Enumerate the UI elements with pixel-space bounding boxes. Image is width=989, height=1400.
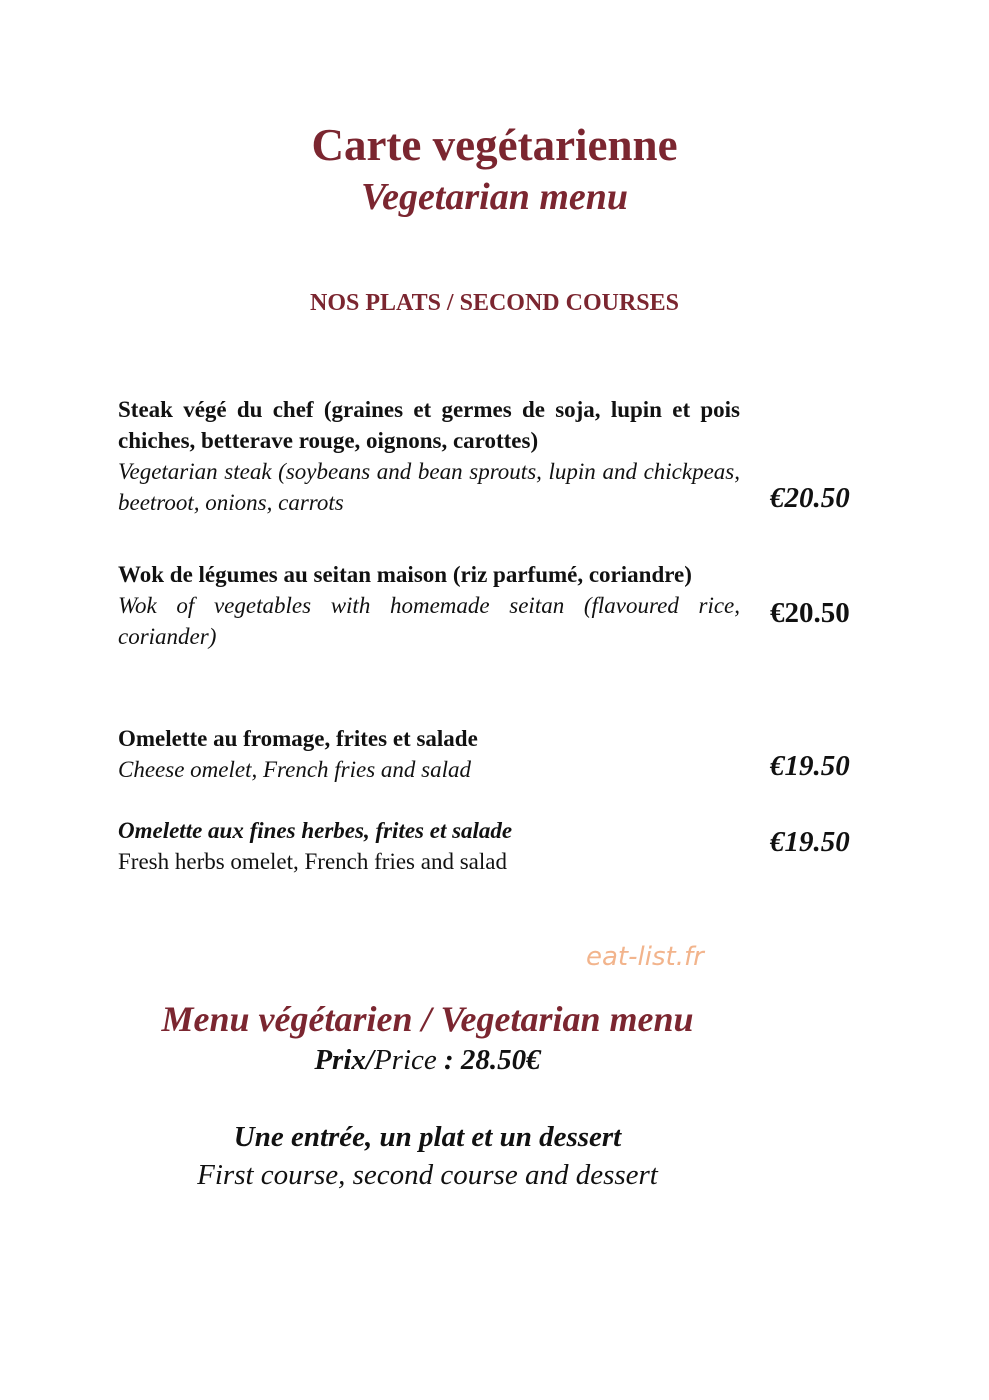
section-heading: NOS PLATS / SECOND COURSES	[310, 290, 679, 316]
price-label-en: Price	[373, 1044, 437, 1076]
dish-name-en: Vegetarian steak (soybeans and bean sprouts, lupin and chickpeas, beetroot, onions, carrots	[118, 459, 740, 515]
dish-name-fr: Omelette aux fines herbes, frites et salade	[118, 818, 513, 843]
set-menu-description-fr: Une entrée, un plat et un dessert	[233, 1121, 622, 1153]
dish-price: €19.50	[770, 826, 850, 858]
price-label-fr: Prix/	[314, 1044, 374, 1076]
set-menu-price	[0, 1042, 855, 1078]
set-menu-description-en: First course, second course and dessert	[197, 1159, 658, 1191]
watermark: eat-list.fr	[586, 942, 704, 972]
dish-price: €19.50	[770, 750, 850, 782]
dish-item	[118, 723, 740, 785]
page-subtitle: Vegetarian menu	[360, 176, 629, 218]
dish-price: €20.50	[770, 482, 850, 514]
dish-name-en: Wok of vegetables with homemade seitan (flavoured rice, coriander)	[118, 593, 740, 649]
dish-item	[118, 394, 740, 518]
dish-name-en: Cheese omelet, French fries and salad	[118, 757, 472, 782]
dish-name-en: Fresh herbs omelet, French fries and salad	[118, 849, 507, 874]
dish-name-fr: Steak végé du chef (graines et germes de soja, lupin et pois chiches, betterave rouge, oignons, carottes)	[118, 397, 740, 453]
dish-item	[118, 815, 740, 877]
dish-name-fr: Omelette au fromage, frites et salade	[118, 726, 478, 751]
set-menu-title: Menu végétarien / Vegetarian menu	[161, 999, 694, 1039]
page-title: Carte vegétarienne	[311, 120, 678, 170]
dish-name-fr: Wok de légumes au seitan maison (riz parfumé, coriandre)	[118, 562, 692, 587]
dish-price: €20.50	[770, 597, 850, 629]
dish-item	[118, 559, 740, 652]
price-value: : 28.50€	[436, 1044, 541, 1076]
